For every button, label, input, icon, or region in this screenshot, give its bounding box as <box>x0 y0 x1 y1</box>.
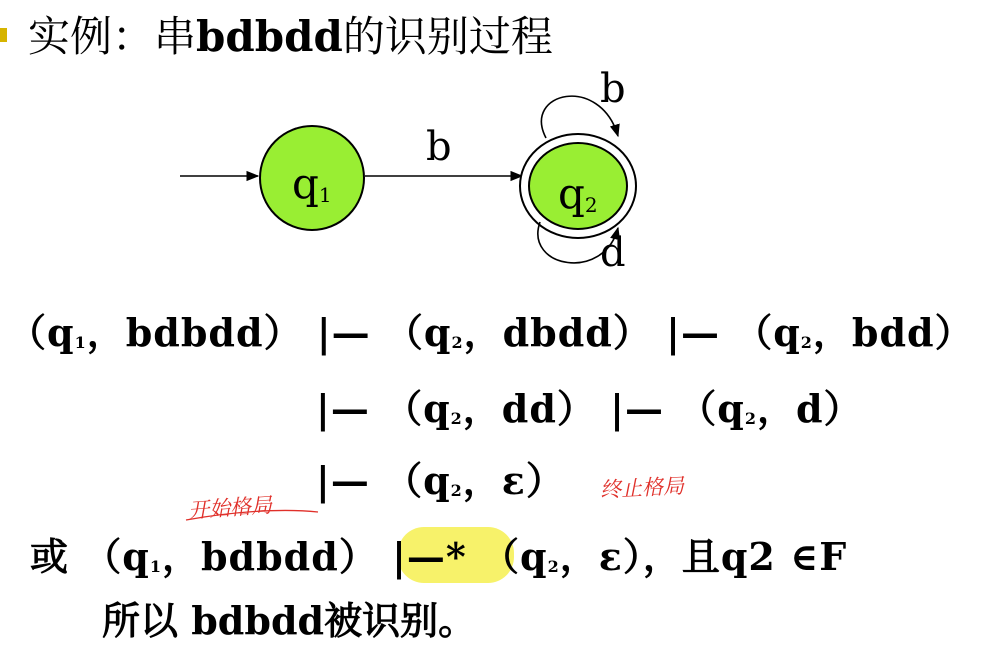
annotation-end: 终止格局 <box>599 473 685 503</box>
state-q1-label: q1 <box>292 159 332 208</box>
annotation-start: 开始格局 <box>187 493 273 523</box>
conclusion-rest: 被识别。 <box>324 599 477 643</box>
derive-op: |— <box>666 310 720 355</box>
derive-op: |— <box>316 386 370 431</box>
summary-line: 或 （$q_1$，bdbdd） |—* （$q_2$，ε），且q2 ∈F <box>30 534 848 579</box>
state-q2-label: q2 <box>558 169 598 218</box>
conclusion-word: 所以 bdbdd <box>102 598 325 643</box>
derive-closure-op: |—* <box>392 534 467 579</box>
derive-op: |— <box>316 458 370 503</box>
derivation-line-3: |— （$q_2$，ε） <box>316 458 565 503</box>
derivation-line-2: |— （$q_2$，dd） |— （$q_2$，d） <box>316 386 863 431</box>
derive-op: |— <box>316 310 371 355</box>
title-word: bdbdd <box>196 12 343 61</box>
title-prefix: 实例：串 <box>28 12 197 61</box>
edge-q1-q2-label: b <box>426 124 452 170</box>
derivation-line-1: （$q_1$，bdbdd） |— （$q_2$，dbdd） |— （$q_2$，bdd） <box>8 310 974 355</box>
title-suffix: 的识别过程 <box>342 12 553 61</box>
summary-condition: ，且q2 ∈F <box>642 534 848 579</box>
derive-op: |— <box>610 386 664 431</box>
loop-top-label: b <box>600 66 626 112</box>
summary-prefix: 或 <box>30 535 70 579</box>
loop-bottom-label: d <box>600 230 626 276</box>
conclusion <box>102 590 476 645</box>
